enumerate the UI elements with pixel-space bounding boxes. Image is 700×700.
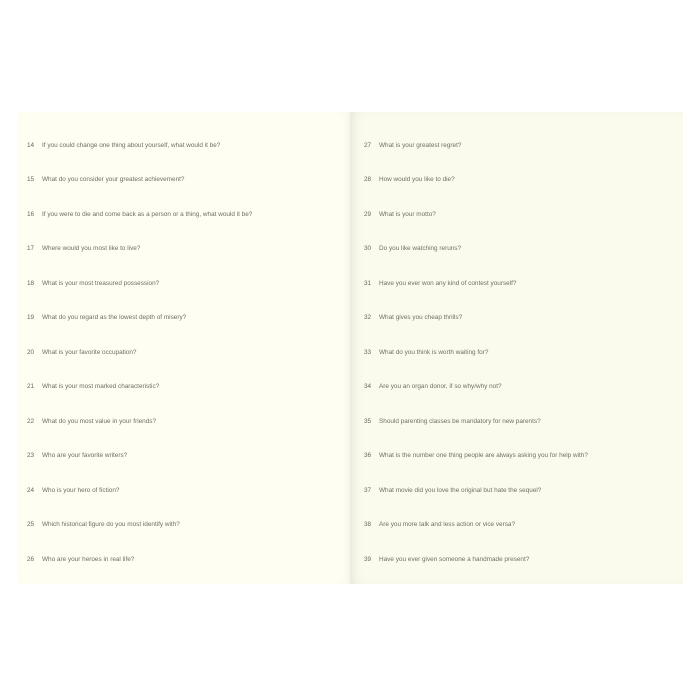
question-item bbox=[364, 335, 678, 370]
question-text: Who are your favorite writers? bbox=[42, 452, 128, 460]
question-number: 16 bbox=[27, 210, 35, 218]
question-item bbox=[364, 128, 678, 163]
question-item bbox=[27, 370, 345, 405]
question-item bbox=[27, 128, 345, 163]
question-list-left bbox=[27, 128, 345, 577]
question-number: 28 bbox=[364, 176, 372, 184]
question-text: What movie did you love the original but hate the sequel? bbox=[379, 486, 542, 494]
question-text: How would you like to die? bbox=[379, 176, 455, 184]
question-item bbox=[27, 266, 345, 301]
question-number: 32 bbox=[364, 314, 372, 322]
question-item bbox=[27, 232, 345, 267]
question-item bbox=[27, 542, 345, 577]
question-item bbox=[27, 335, 345, 370]
question-item bbox=[364, 370, 678, 405]
right-page bbox=[350, 112, 683, 584]
question-item bbox=[27, 301, 345, 336]
question-number: 35 bbox=[364, 417, 372, 425]
question-item bbox=[27, 163, 345, 198]
question-text: Are you an organ donor, if so why/why not? bbox=[379, 383, 502, 391]
question-text: Should parenting classes be mandatory for new parents? bbox=[379, 417, 541, 425]
question-item bbox=[27, 197, 345, 232]
question-text: What gives you cheap thrills? bbox=[379, 314, 463, 322]
question-number: 19 bbox=[27, 314, 35, 322]
question-item bbox=[364, 301, 678, 336]
question-text: If you were to die and come back as a person or a thing, what would it be? bbox=[42, 210, 253, 218]
question-item bbox=[364, 404, 678, 439]
question-item bbox=[364, 232, 678, 267]
question-number: 36 bbox=[364, 452, 372, 460]
question-text: What do you think is worth waiting for? bbox=[379, 348, 489, 356]
left-page bbox=[17, 112, 350, 584]
question-number: 18 bbox=[27, 279, 35, 287]
question-item bbox=[364, 439, 678, 474]
question-text: Where would you most like to live? bbox=[42, 245, 141, 253]
question-text: What is your most marked characteristic? bbox=[42, 383, 160, 391]
question-text: If you could change one thing about yourself, what would it be? bbox=[42, 141, 221, 149]
question-number: 38 bbox=[364, 521, 372, 529]
question-item bbox=[364, 473, 678, 508]
question-text: Have you ever won any kind of contest yourself? bbox=[379, 279, 517, 287]
question-text: What is your favorite occupation? bbox=[42, 348, 137, 356]
question-number: 21 bbox=[27, 383, 35, 391]
question-number: 14 bbox=[27, 141, 35, 149]
question-item bbox=[27, 473, 345, 508]
question-text: Which historical figure do you most identify with? bbox=[42, 521, 180, 529]
question-text: Have you ever given someone a handmade present? bbox=[379, 555, 530, 563]
question-text: Are you more talk and less action or vice versa? bbox=[379, 521, 516, 529]
question-list-right bbox=[364, 128, 678, 577]
question-text: Who are your heroes in real life? bbox=[42, 555, 135, 563]
question-text: Who is your hero of fiction? bbox=[42, 486, 120, 494]
question-number: 34 bbox=[364, 383, 372, 391]
question-item bbox=[364, 542, 678, 577]
question-text: Do you like watching reruns? bbox=[379, 245, 462, 253]
question-item bbox=[364, 508, 678, 543]
question-number: 31 bbox=[364, 279, 372, 287]
question-item bbox=[27, 508, 345, 543]
question-number: 39 bbox=[364, 555, 372, 563]
question-number: 25 bbox=[27, 521, 35, 529]
question-item bbox=[364, 163, 678, 198]
question-number: 27 bbox=[364, 141, 372, 149]
question-text: What do you consider your greatest achievement? bbox=[42, 176, 185, 184]
question-text: What is your greatest regret? bbox=[379, 141, 462, 149]
question-item bbox=[27, 439, 345, 474]
question-item bbox=[364, 197, 678, 232]
question-number: 22 bbox=[27, 417, 35, 425]
question-text: What do you most value in your friends? bbox=[42, 417, 157, 425]
question-number: 37 bbox=[364, 486, 372, 494]
question-number: 23 bbox=[27, 452, 35, 460]
question-text: What is the number one thing people are always asking you for help with? bbox=[379, 452, 588, 460]
question-number: 15 bbox=[27, 176, 35, 184]
question-number: 24 bbox=[27, 486, 35, 494]
question-item bbox=[364, 266, 678, 301]
question-text: What is your most treasured possession? bbox=[42, 279, 160, 287]
question-text: What is your motto? bbox=[379, 210, 436, 218]
book-spread bbox=[17, 112, 683, 584]
question-number: 29 bbox=[364, 210, 372, 218]
question-number: 33 bbox=[364, 348, 372, 356]
question-number: 26 bbox=[27, 555, 35, 563]
question-number: 20 bbox=[27, 348, 35, 356]
question-item bbox=[27, 404, 345, 439]
question-number: 17 bbox=[27, 245, 35, 253]
question-number: 30 bbox=[364, 245, 372, 253]
question-text: What do you regard as the lowest depth of misery? bbox=[42, 314, 187, 322]
